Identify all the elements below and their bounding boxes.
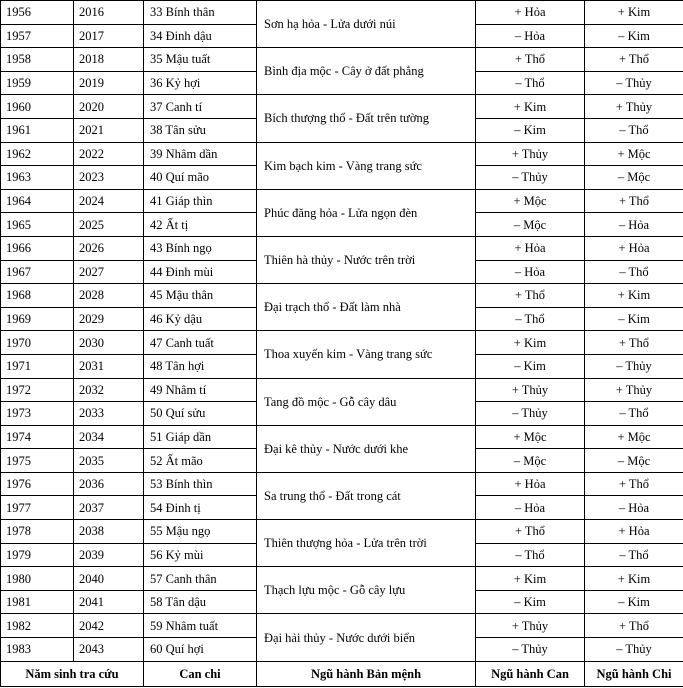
can-chi-cell: 35 Mậu tuất	[144, 48, 257, 72]
year-first: 1974	[1, 425, 74, 449]
year-second: 2033	[74, 402, 144, 426]
ngu-hanh-chi-cell: + Mộc	[585, 425, 683, 449]
can-chi-cell: 56 Kỷ mùi	[144, 543, 257, 567]
ngu-hanh-chi-cell: – Mộc	[585, 449, 683, 473]
ngu-hanh-can-cell: + Thủy	[476, 142, 585, 166]
ban-menh-cell: Thoa xuyến kim - Vàng trang sức	[257, 331, 476, 378]
year-first: 1957	[1, 24, 74, 48]
ngu-hanh-chi-cell: + Thổ	[585, 189, 683, 213]
year-first: 1965	[1, 213, 74, 237]
can-chi-cell: 38 Tân sửu	[144, 118, 257, 142]
header-ngu-hanh-can: Ngũ hành Can	[476, 661, 585, 686]
year-first: 1972	[1, 378, 74, 402]
table-row	[1, 1, 683, 25]
year-second: 2041	[74, 590, 144, 614]
can-chi-cell: 42 Ất tị	[144, 213, 257, 237]
ngu-hanh-can-cell: + Mộc	[476, 425, 585, 449]
header-can-chi: Can chi	[144, 661, 257, 686]
year-second: 2023	[74, 166, 144, 190]
ngu-hanh-chi-cell: – Thổ	[585, 260, 683, 284]
ban-menh-cell: Thạch lựu mộc - Gỗ cây lựu	[257, 567, 476, 614]
ngu-hanh-can-cell: – Thổ	[476, 71, 585, 95]
year-first: 1975	[1, 449, 74, 473]
year-first: 1970	[1, 331, 74, 355]
ngu-hanh-chi-cell: + Kim	[585, 284, 683, 308]
ngu-hanh-chi-cell: – Kim	[585, 590, 683, 614]
ngu-hanh-chi-cell: + Thổ	[585, 331, 683, 355]
ngu-hanh-chi-cell: – Hỏa	[585, 213, 683, 237]
ngu-hanh-can-cell: + Thủy	[476, 614, 585, 638]
ban-menh-cell: Đại kê thủy - Nước dưới khe	[257, 425, 476, 472]
can-chi-cell: 48 Tân hợi	[144, 354, 257, 378]
table-row	[1, 48, 683, 72]
can-chi-cell: 54 Đinh tị	[144, 496, 257, 520]
ngu-hanh-can-cell: – Kim	[476, 354, 585, 378]
can-chi-cell: 51 Giáp dần	[144, 425, 257, 449]
year-first: 1961	[1, 118, 74, 142]
year-second: 2018	[74, 48, 144, 72]
can-chi-cell: 34 Đinh dậu	[144, 24, 257, 48]
ngu-hanh-chi-cell: – Kim	[585, 307, 683, 331]
ngu-hanh-can-cell: + Mộc	[476, 189, 585, 213]
ngu-hanh-chi-cell: + Thổ	[585, 614, 683, 638]
ngu-hanh-can-cell: – Kim	[476, 118, 585, 142]
year-first: 1956	[1, 1, 74, 25]
can-chi-cell: 59 Nhâm tuất	[144, 614, 257, 638]
can-chi-cell: 36 Kỷ hợi	[144, 71, 257, 95]
ngu-hanh-chi-cell: – Thổ	[585, 402, 683, 426]
header-ban-menh: Ngũ hành Bản mệnh	[257, 661, 476, 686]
year-first: 1960	[1, 95, 74, 119]
ngu-hanh-chi-cell: + Thổ	[585, 48, 683, 72]
ngu-hanh-can-cell: – Kim	[476, 590, 585, 614]
ngu-hanh-can-cell: – Mộc	[476, 213, 585, 237]
table-row	[1, 142, 683, 166]
ngu-hanh-can-cell: + Hỏa	[476, 472, 585, 496]
ngu-hanh-can-cell: + Kim	[476, 567, 585, 591]
table-row	[1, 189, 683, 213]
can-chi-cell: 40 Quí mão	[144, 166, 257, 190]
year-first: 1973	[1, 402, 74, 426]
year-second: 2036	[74, 472, 144, 496]
table-row	[1, 425, 683, 449]
year-first: 1978	[1, 520, 74, 544]
year-second: 2019	[74, 71, 144, 95]
ban-menh-cell: Bích thượng thổ - Đất trên tường	[257, 95, 476, 142]
can-chi-cell: 58 Tân dậu	[144, 590, 257, 614]
year-second: 2029	[74, 307, 144, 331]
year-second: 2031	[74, 354, 144, 378]
ngu-hanh-can-cell: – Hỏa	[476, 24, 585, 48]
can-chi-cell: 45 Mậu thân	[144, 284, 257, 308]
ban-menh-cell: Kim bạch kim - Vàng trang sức	[257, 142, 476, 189]
table-row	[1, 95, 683, 119]
ngu-hanh-can-cell: + Thủy	[476, 378, 585, 402]
can-chi-cell: 50 Quí sửu	[144, 402, 257, 426]
ban-menh-cell: Sơn hạ hỏa - Lửa dưới núi	[257, 1, 476, 48]
can-chi-cell: 44 Đinh mùi	[144, 260, 257, 284]
can-chi-cell: 52 Ất mão	[144, 449, 257, 473]
ngu-hanh-chi-cell: – Thủy	[585, 638, 683, 662]
table-row	[1, 236, 683, 260]
ngu-hanh-can-cell: + Thổ	[476, 520, 585, 544]
ngu-hanh-chi-cell: + Mộc	[585, 142, 683, 166]
header-ngu-hanh-chi: Ngũ hành Chi	[585, 661, 683, 686]
year-second: 2037	[74, 496, 144, 520]
table-body	[1, 1, 683, 662]
ngu-hanh-can-cell: + Hỏa	[476, 1, 585, 25]
year-first: 1958	[1, 48, 74, 72]
table-row	[1, 331, 683, 355]
table-row	[1, 614, 683, 638]
year-second: 2021	[74, 118, 144, 142]
ngu-hanh-chi-cell: + Hỏa	[585, 236, 683, 260]
table-row	[1, 472, 683, 496]
year-second: 2025	[74, 213, 144, 237]
year-first: 1971	[1, 354, 74, 378]
ngu-hanh-chi-cell: – Thủy	[585, 71, 683, 95]
can-chi-cell: 33 Bính thân	[144, 1, 257, 25]
year-second: 2030	[74, 331, 144, 355]
year-second: 2022	[74, 142, 144, 166]
year-first: 1969	[1, 307, 74, 331]
ngu-hanh-can-cell: – Thổ	[476, 307, 585, 331]
ngu-hanh-can-cell: – Mộc	[476, 449, 585, 473]
year-first: 1981	[1, 590, 74, 614]
year-first: 1977	[1, 496, 74, 520]
year-first: 1968	[1, 284, 74, 308]
year-first: 1967	[1, 260, 74, 284]
ngu-hanh-chi-cell: – Mộc	[585, 166, 683, 190]
year-first: 1983	[1, 638, 74, 662]
ngu-hanh-can-cell: + Thổ	[476, 284, 585, 308]
year-second: 2027	[74, 260, 144, 284]
header-row	[1, 661, 683, 686]
can-chi-cell: 46 Kỷ dậu	[144, 307, 257, 331]
year-second: 2028	[74, 284, 144, 308]
year-second: 2020	[74, 95, 144, 119]
table-row	[1, 567, 683, 591]
ngu-hanh-can-cell: – Hỏa	[476, 260, 585, 284]
ngu-hanh-chi-cell: + Hỏa	[585, 520, 683, 544]
can-chi-cell: 60 Quí hợi	[144, 638, 257, 662]
year-first: 1980	[1, 567, 74, 591]
year-first: 1966	[1, 236, 74, 260]
table-row	[1, 520, 683, 544]
can-chi-cell: 47 Canh tuất	[144, 331, 257, 355]
ban-menh-cell: Phúc đăng hỏa - Lửa ngọn đèn	[257, 189, 476, 236]
can-chi-cell: 41 Giáp thìn	[144, 189, 257, 213]
year-first: 1979	[1, 543, 74, 567]
header-nam-sinh: Năm sinh tra cứu	[1, 661, 144, 686]
year-second: 2040	[74, 567, 144, 591]
ngu-hanh-chi-cell: + Kim	[585, 1, 683, 25]
year-first: 1959	[1, 71, 74, 95]
ngu-hanh-can-cell: – Thủy	[476, 166, 585, 190]
year-first: 1976	[1, 472, 74, 496]
year-first: 1964	[1, 189, 74, 213]
ban-menh-cell: Sa trung thổ - Đất trong cát	[257, 472, 476, 519]
ngu-hanh-chi-cell: + Kim	[585, 567, 683, 591]
year-second: 2043	[74, 638, 144, 662]
year-second: 2034	[74, 425, 144, 449]
ban-menh-cell: Thiên thượng hỏa - Lửa trên trời	[257, 520, 476, 567]
year-first: 1963	[1, 166, 74, 190]
ban-menh-cell: Thiên hà thủy - Nước trên trời	[257, 236, 476, 283]
ngu-hanh-can-cell: – Hỏa	[476, 496, 585, 520]
ngu-hanh-can-cell: + Kim	[476, 95, 585, 119]
year-second: 2039	[74, 543, 144, 567]
ngu-hanh-chi-cell: + Thủy	[585, 95, 683, 119]
ngu-hanh-can-cell: – Thổ	[476, 543, 585, 567]
year-second: 2026	[74, 236, 144, 260]
can-chi-cell: 37 Canh tí	[144, 95, 257, 119]
ban-menh-cell: Bình địa mộc - Cây ở đất phẳng	[257, 48, 476, 95]
year-second: 2017	[74, 24, 144, 48]
year-second: 2042	[74, 614, 144, 638]
ngu-hanh-chi-cell: – Kim	[585, 24, 683, 48]
ban-menh-cell: Đại trạch thổ - Đất làm nhà	[257, 284, 476, 331]
ngu-hanh-can-cell: + Hỏa	[476, 236, 585, 260]
ban-menh-cell: Tang đồ mộc - Gỗ cây dâu	[257, 378, 476, 425]
ngu-hanh-can-cell: + Thổ	[476, 48, 585, 72]
ngu-hanh-chi-cell: – Hỏa	[585, 496, 683, 520]
ngu-hanh-can-cell: – Thủy	[476, 402, 585, 426]
ban-menh-cell: Đại hải thủy - Nước dưới biển	[257, 614, 476, 661]
can-chi-cell: 53 Bính thìn	[144, 472, 257, 496]
ngu-hanh-chi-cell: – Thủy	[585, 354, 683, 378]
year-first: 1962	[1, 142, 74, 166]
year-second: 2032	[74, 378, 144, 402]
can-chi-cell: 49 Nhâm tí	[144, 378, 257, 402]
ngu-hanh-chi-cell: – Thổ	[585, 118, 683, 142]
table-row	[1, 378, 683, 402]
ngu-hanh-chi-cell: – Thổ	[585, 543, 683, 567]
ngu-hanh-chi-cell: + Thủy	[585, 378, 683, 402]
can-chi-cell: 43 Bính ngọ	[144, 236, 257, 260]
year-second: 2016	[74, 1, 144, 25]
can-chi-cell: 39 Nhâm dần	[144, 142, 257, 166]
year-first: 1982	[1, 614, 74, 638]
ngu-hanh-can-cell: + Kim	[476, 331, 585, 355]
can-chi-cell: 55 Mậu ngọ	[144, 520, 257, 544]
year-second: 2035	[74, 449, 144, 473]
year-second: 2038	[74, 520, 144, 544]
year-second: 2024	[74, 189, 144, 213]
can-chi-cell: 57 Canh thân	[144, 567, 257, 591]
ngu-hanh-chi-cell: + Thổ	[585, 472, 683, 496]
table-row	[1, 284, 683, 308]
ngu-hanh-can-cell: – Thủy	[476, 638, 585, 662]
